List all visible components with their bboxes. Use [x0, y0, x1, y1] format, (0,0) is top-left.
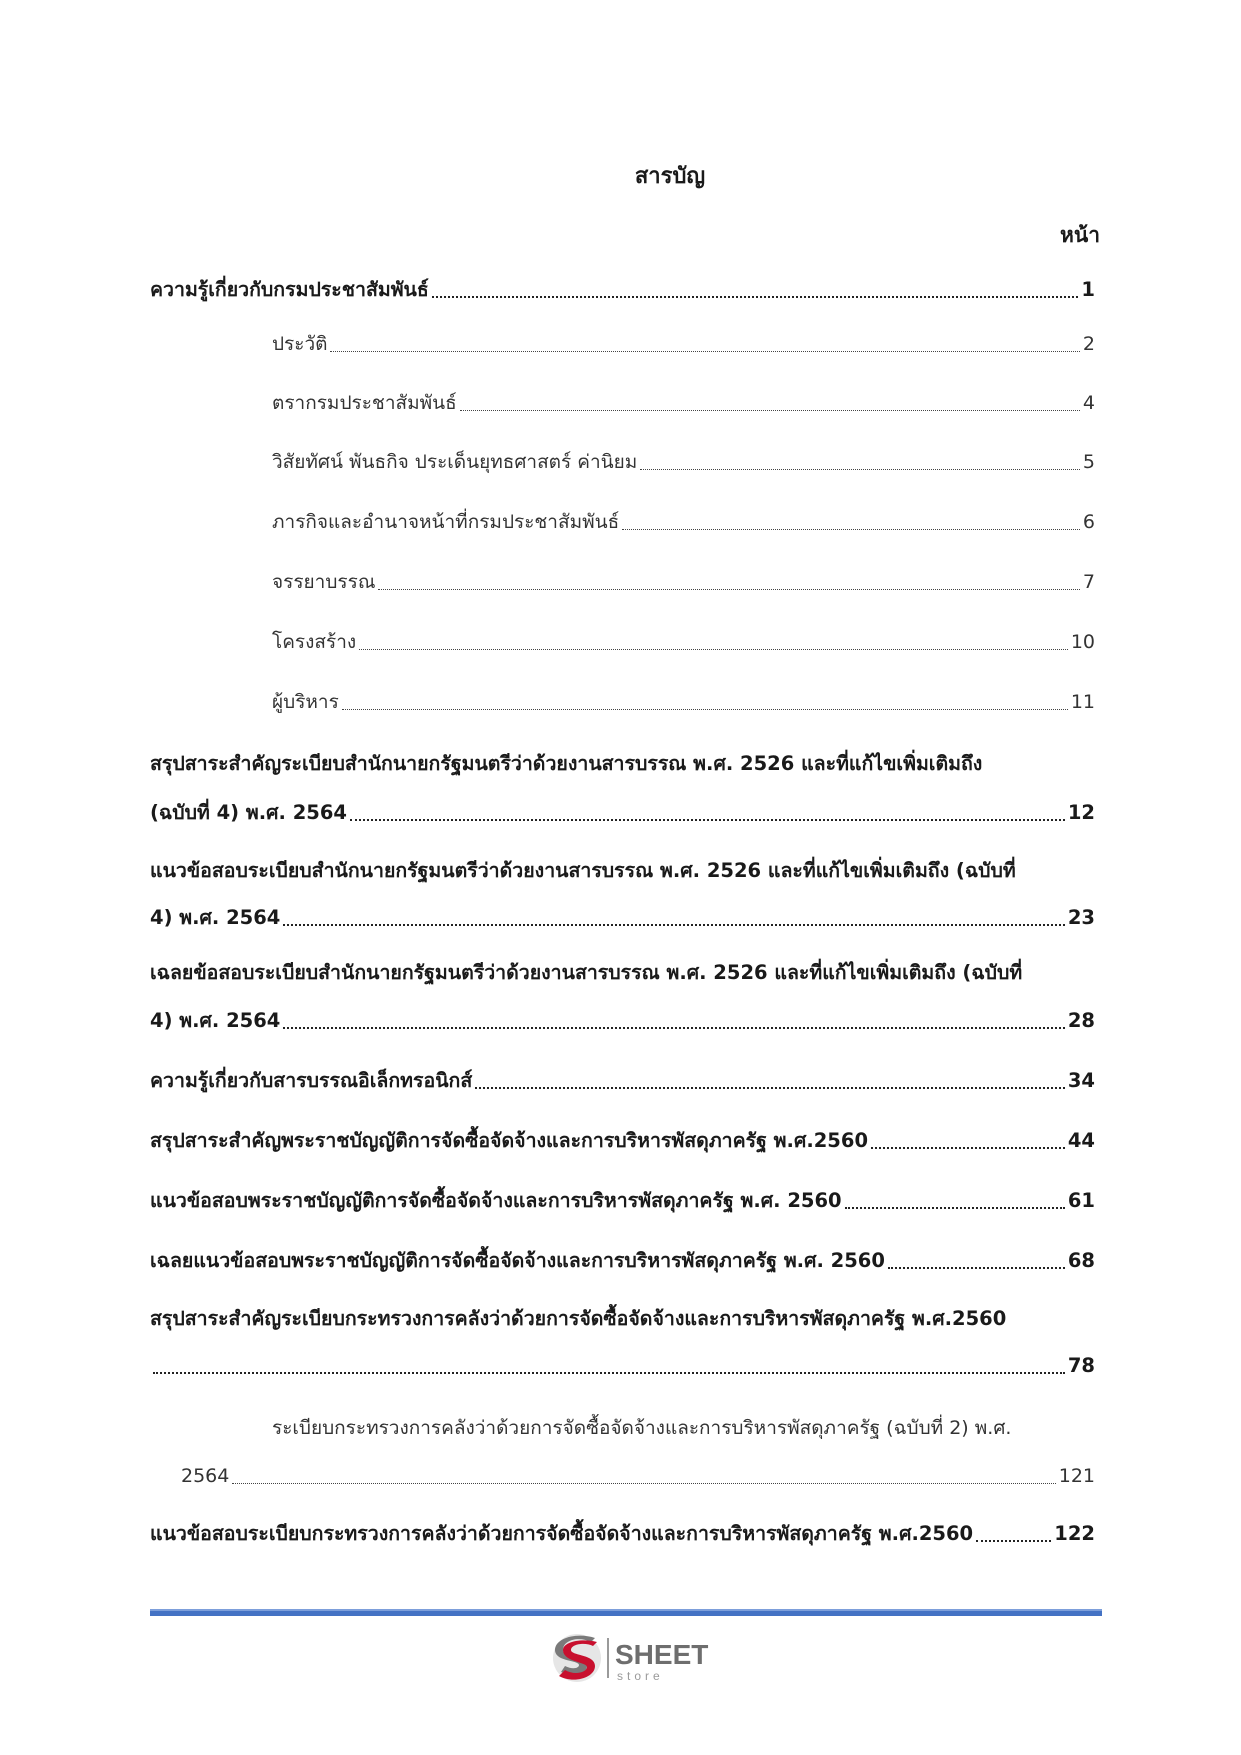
- dot-leader: [350, 819, 1065, 821]
- toc-entry-title-line1: สรุปสาระสำคัญระเบียบกระทรวงการคลังว่าด้วยการจัดซื้อจัดจ้างและการบริหารพัสดุภาครัฐ พ.ศ.2560: [150, 1307, 1007, 1330]
- toc-subentry[interactable]: [272, 328, 1095, 360]
- toc-entry-title-line1: เฉลยข้อสอบระเบียบสำนักนายกรัฐมนตรีว่าด้วยงานสารบรรณ พ.ศ. 2526 และที่แก้ไขเพิ่มเติมถึง (ฉบับที่: [150, 961, 1023, 984]
- dot-leader: [640, 469, 1080, 470]
- dot-leader: [622, 529, 1080, 530]
- toc-entry-title: ผู้บริหาร: [272, 691, 339, 713]
- dot-leader: [330, 351, 1079, 352]
- toc-entry-title: ความรู้เกี่ยวกับกรมประชาสัมพันธ์: [150, 278, 429, 301]
- toc-subentry[interactable]: [272, 626, 1095, 658]
- toc-entry-page: 10: [1070, 631, 1095, 653]
- page-column-header: หน้า: [1060, 223, 1100, 247]
- dot-leader: [342, 709, 1068, 710]
- dot-leader: [888, 1267, 1065, 1269]
- toc-title: สารบัญ: [634, 164, 706, 189]
- toc-entry-title: เฉลยแนวข้อสอบพระราชบัญญัติการจัดซื้อจัดจ้างและการบริหารพัสดุภาครัฐ พ.ศ. 2560: [150, 1249, 885, 1272]
- toc-entry-page: 7: [1082, 571, 1095, 593]
- toc-entry-page: 11: [1070, 691, 1095, 713]
- toc-entry-page: 6: [1082, 511, 1095, 533]
- toc-entry-title: โครงสร้าง: [272, 631, 357, 653]
- toc-entry-page: 4: [1082, 392, 1095, 414]
- dot-leader: [153, 1372, 1065, 1374]
- toc-entry-page: 121: [1058, 1465, 1095, 1487]
- toc-entry-title: แนวข้อสอบระเบียบกระทรวงการคลังว่าด้วยการจัดซื้อจัดจ้างและการบริหารพัสดุภาครัฐ พ.ศ.2560: [150, 1522, 974, 1545]
- toc-entry-title: ประวัติ: [272, 333, 328, 355]
- toc-entry-title: ความรู้เกี่ยวกับสารบรรณอิเล็กทรอนิกส์: [150, 1069, 473, 1092]
- toc-subentry[interactable]: [272, 387, 1095, 419]
- toc-entry[interactable]: [150, 1065, 1095, 1097]
- logo-word: SHEET: [615, 1639, 709, 1670]
- toc-entry-title: ภารกิจและอำนาจหน้าที่กรมประชาสัมพันธ์: [272, 511, 620, 533]
- footer-rule: [150, 1609, 1102, 1616]
- toc-subentry[interactable]: [272, 566, 1095, 598]
- toc-entry-page: 28: [1067, 1009, 1095, 1032]
- toc-entry-title: ตรากรมประชาสัมพันธ์: [272, 392, 457, 414]
- sheet-store-emblem-icon: [553, 1634, 601, 1682]
- toc-entry-page: 2: [1082, 333, 1095, 355]
- dot-leader: [871, 1147, 1065, 1149]
- toc-entry-title: แนวข้อสอบพระราชบัญญัติการจัดซื้อจัดจ้างและการบริหารพัสดุภาครัฐ พ.ศ. 2560: [150, 1189, 842, 1212]
- toc-entry[interactable]: [150, 1185, 1095, 1217]
- toc-entry-title: สรุปสาระสำคัญพระราชบัญญัติการจัดซื้อจัดจ้างและการบริหารพัสดุภาครัฐ พ.ศ.2560: [150, 1129, 869, 1152]
- toc-entry-page: 68: [1067, 1249, 1095, 1272]
- dot-leader: [359, 649, 1068, 650]
- dot-leader: [283, 924, 1064, 926]
- dot-leader: [845, 1207, 1065, 1209]
- toc-entry[interactable]: [150, 1245, 1095, 1277]
- toc-entry-title: จรรยาบรรณ: [272, 571, 376, 593]
- toc-entry-title-line2: 2564: [181, 1465, 230, 1487]
- toc-entry-title-line1: แนวข้อสอบระเบียบสำนักนายกรัฐมนตรีว่าด้วยงานสารบรรณ พ.ศ. 2526 และที่แก้ไขเพิ่มเติมถึง (ฉบับที่: [150, 859, 1016, 882]
- toc-entry-title-line2: (ฉบับที่ 4) พ.ศ. 2564: [150, 801, 347, 824]
- toc-entry-title: วิสัยทัศน์ พันธกิจ ประเด็นยุทธศาสตร์ ค่านิยม: [272, 451, 638, 473]
- toc-entry-page: 23: [1067, 906, 1095, 929]
- toc-entry-page: 5: [1082, 451, 1095, 473]
- toc-entry-title-line1: ระเบียบกระทรวงการคลังว่าด้วยการจัดซื้อจัดจ้างและการบริหารพัสดุภาครัฐ (ฉบับที่ 2) พ.ศ.: [272, 1417, 1012, 1439]
- dot-leader: [460, 410, 1080, 411]
- toc-subentry[interactable]: [272, 686, 1095, 718]
- toc-entry[interactable]: [150, 1125, 1095, 1157]
- dot-leader: [432, 296, 1079, 298]
- toc-entry-page: 34: [1067, 1069, 1095, 1092]
- toc-subentry[interactable]: [272, 446, 1095, 478]
- toc-entry-page: 12: [1067, 801, 1095, 824]
- sheet-store-logo: [551, 1630, 721, 1686]
- toc-entry-page: 61: [1067, 1189, 1095, 1212]
- toc-entry-title-line2: 4) พ.ศ. 2564: [150, 1009, 281, 1032]
- dot-leader: [976, 1540, 1051, 1542]
- toc-entry-page: 44: [1067, 1129, 1095, 1152]
- toc-entry-title-line1: สรุปสาระสำคัญระเบียบสำนักนายกรัฐมนตรีว่าด้วยงานสารบรรณ พ.ศ. 2526 และที่แก้ไขเพิ่มเติมถึง: [150, 752, 983, 775]
- toc-entry[interactable]: [150, 1518, 1095, 1550]
- logo-sub: store: [617, 1669, 664, 1683]
- toc-entry-page: 78: [1067, 1354, 1095, 1377]
- dot-leader: [283, 1027, 1064, 1029]
- dot-leader: [378, 589, 1079, 590]
- dot-leader: [232, 1483, 1055, 1484]
- toc-entry-page: 122: [1054, 1522, 1095, 1545]
- toc-entry[interactable]: [150, 274, 1095, 306]
- toc-entry-page: 1: [1081, 278, 1095, 301]
- toc-entry-title-line2: 4) พ.ศ. 2564: [150, 906, 281, 929]
- toc-subentry[interactable]: [272, 506, 1095, 538]
- dot-leader: [475, 1087, 1065, 1089]
